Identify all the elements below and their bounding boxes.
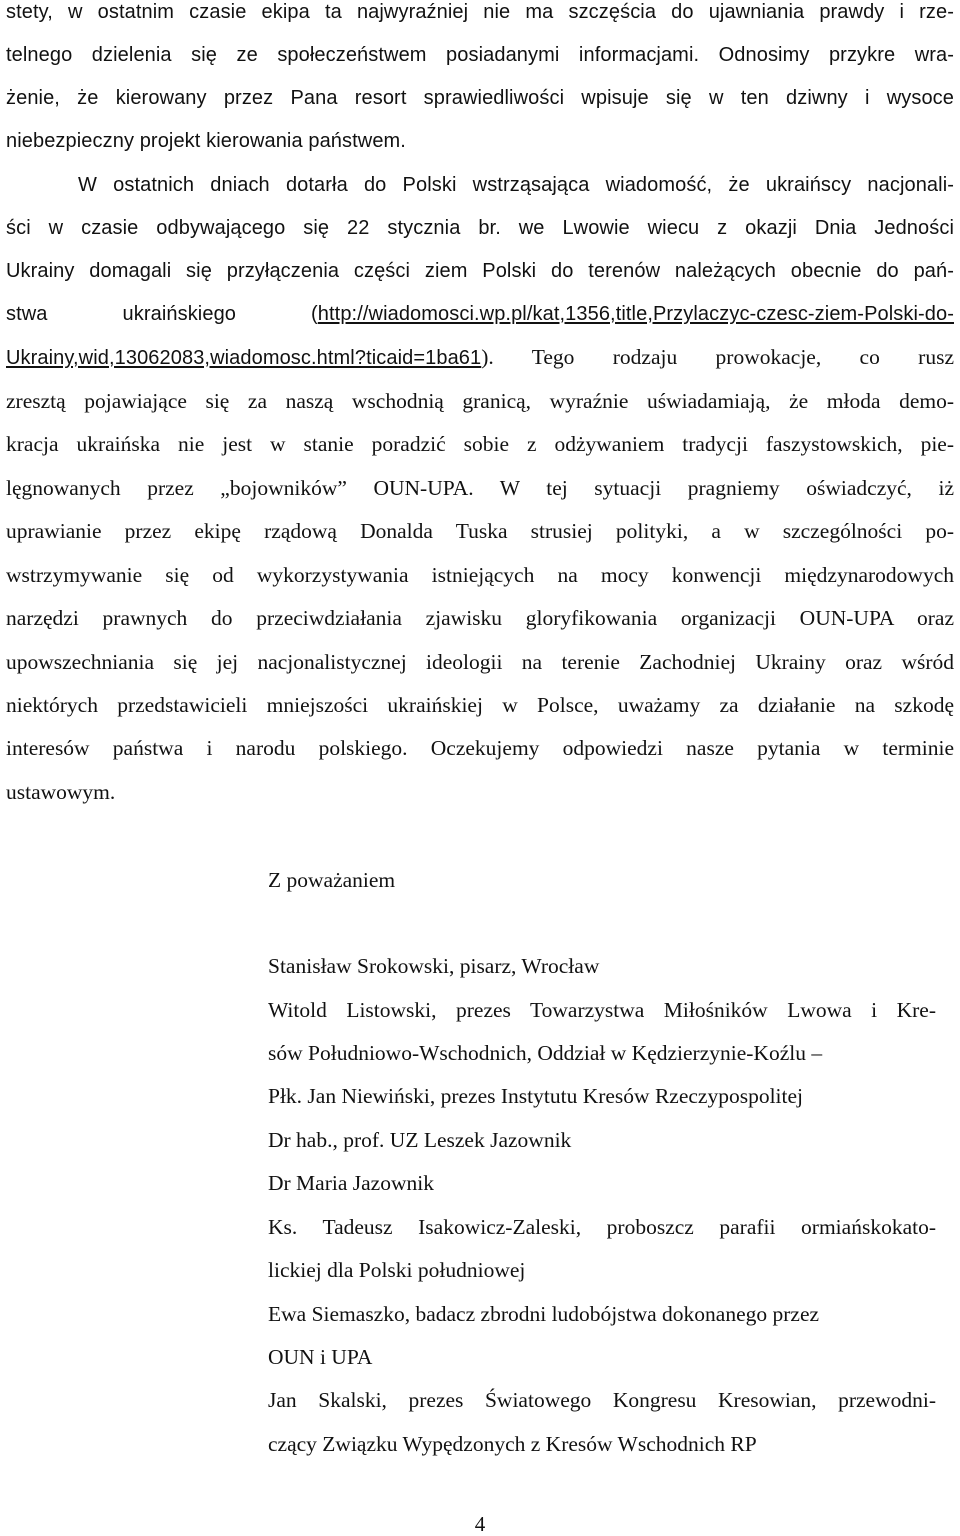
paragraph-line — [6, 300, 954, 328]
signatory-line: Płk. Jan Niewiński, prezes Instytutu Kresów Rzeczypospolitej — [268, 1084, 804, 1108]
paragraph-line: Ukrainy domagali się przyłączenia części ziem Polski do terenów należących obecnie do pań- — [6, 260, 954, 282]
paragraph-line: ści w czasie odbywającego się 22 stycznia br. we Lwowie wiecu z okazji Dnia Jedności — [6, 217, 954, 239]
paragraph-line — [6, 343, 954, 372]
source-link[interactable]: http://wiadomosci.wp.pl/kat,1356,title,Przylaczyc-czesc-ziem-Polski-do- — [317, 303, 954, 325]
signatory-line: Ks. Tadeusz Isakowicz-Zaleski, proboszcz parafii ormiańskokato- — [268, 1215, 936, 1239]
signatory-line: Dr Maria Jazownik — [268, 1171, 434, 1195]
signatory-line: Stanisław Srokowski, pisarz, Wrocław — [268, 954, 600, 978]
paragraph-line: stety, w ostatnim czasie ekipa ta najwyraźniej nie ma szczęścia do ujawniania prawdy i rze- — [6, 1, 954, 23]
signatory-line: lickiej dla Polski południowej — [268, 1258, 526, 1282]
signatory-line: sów Południowo-Wschodnich, Oddział w Kędzierzynie-Koźlu – — [268, 1041, 823, 1065]
page-number: 4 — [474, 1512, 486, 1536]
signatory-line: Witold Listowski, prezes Towarzystwa Miłośników Lwowa i Kre- — [268, 998, 936, 1022]
paragraph-line: niektórych przedstawicieli mniejszości ukraińskiej w Polsce, uważamy za działanie na szkodę — [6, 693, 954, 717]
signatory-line: OUN i UPA — [268, 1345, 373, 1369]
signatory-line: Dr hab., prof. UZ Leszek Jazownik — [268, 1128, 572, 1152]
signatory-line: czący Związku Wypędzonych z Kresów Wschodnich RP — [268, 1432, 757, 1456]
line-text: ). Tego rodzaju prowokacje, co rusz — [481, 345, 954, 369]
paragraph-line: niebezpieczny projekt kierowania państwem. — [6, 130, 406, 152]
line-text: stwa ukraińskiego ( — [6, 303, 318, 325]
paragraph-line: telnego dzielenia się ze społeczeństwem posiadanymi informacjami. Odnosimy przykre wra- — [6, 44, 954, 66]
signatory-line: Ewa Siemaszko, badacz zbrodni ludobójstwa dokonanego przez — [268, 1302, 820, 1326]
paragraph-line: wstrzymywanie się od wykorzystywania istniejących na mocy konwencji międzynarodowych — [6, 563, 954, 587]
paragraph-line: interesów państwa i narodu polskiego. Oczekujemy odpowiedzi nasze pytania w terminie — [6, 736, 954, 760]
closing-salutation: Z poważaniem — [268, 868, 396, 892]
paragraph-line: W ostatnich dniach dotarła do Polski wstrząsająca wiadomość, że ukraińscy nacjonali- — [78, 174, 954, 196]
paragraph-line: ustawowym. — [6, 780, 116, 804]
paragraph-line: upowszechniania się jej nacjonalistycznej ideologii na terenie Zachodniej Ukrainy oraz wśród — [6, 650, 954, 674]
paragraph-line: zresztą pojawiające się za naszą wschodnią granicą, wyraźnie uświadamiają, że młoda demo- — [6, 389, 954, 413]
paragraph-line: lęgnowanych przez „bojowników” OUN-UPA. W tej sytuacji pragniemy oświadczyć, iż — [6, 476, 954, 500]
signatory-line: Jan Skalski, prezes Światowego Kongresu Kresowian, przewodni- — [268, 1388, 936, 1412]
paragraph-line: kracja ukraińska nie jest w stanie poradzić sobie z odżywaniem tradycji faszystowskich, pie- — [6, 432, 954, 456]
paragraph-line: uprawianie przez ekipę rządową Donalda Tuska strusiej polityki, a w szczególności po- — [6, 519, 954, 543]
source-link-continued[interactable]: Ukrainy,wid,13062083,wiadomosc.html?ticaid=1ba61 — [6, 347, 482, 369]
paragraph-line: narzędzi prawnych do przeciwdziałania zjawisku gloryfikowania organizacji OUN-UPA oraz — [6, 606, 954, 630]
paragraph-line: żenie, że kierowany przez Pana resort sprawiedliwości wpisuje się w ten dziwny i wysoce — [6, 87, 954, 109]
